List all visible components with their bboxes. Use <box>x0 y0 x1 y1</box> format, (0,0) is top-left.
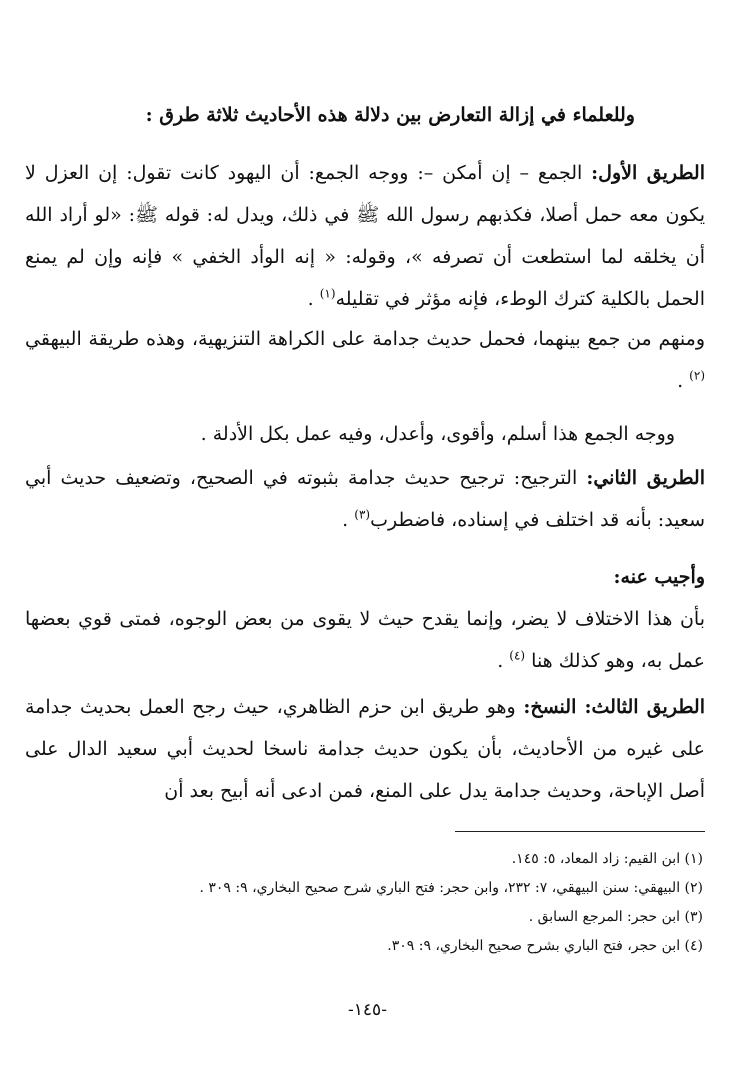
paragraph-response <box>25 598 705 682</box>
footnote-ref-3[interactable]: (٣) <box>354 507 371 522</box>
first-method-tail: . <box>307 288 320 310</box>
paragraph-third-method <box>25 686 705 812</box>
assessment-text: ووجه الجمع هذا أسلم، وأقوى، وأعدل، وفيه عمل بكل الأدلة . <box>200 423 675 445</box>
second-method-label: الطريق الثاني: <box>586 467 705 489</box>
third-method-text: وهو طريق ابن حزم الظاهري، حيث رجح العمل بحديث جدامة على غيره من الأحاديث، بأن يكون حديث جدامة ناسخا لحديث أبي سعيد الدال على أصل الإباحة، وحديث جدامة يدل على المنع، فمن ادعى أنه أبيح بعد أن <box>25 696 705 802</box>
response-label: وأجيب عنه: <box>613 566 705 588</box>
footnote-item: (١) ابن القيم: زاد المعاد، ٥: ١٤٥. <box>511 851 703 867</box>
page-number: -١٤٥- <box>348 1000 387 1020</box>
third-method-label: الطريق الثالث: النسخ: <box>523 696 705 718</box>
paragraph-response-label <box>25 556 705 598</box>
footnote-item: (٣) ابن حجر: المرجع السابق . <box>528 909 703 925</box>
footnotes-list <box>83 845 703 961</box>
paragraph-reconciliation <box>25 318 705 402</box>
section-heading: وللعلماء في إزالة التعارض بين دلالة هذه الأحاديث ثلاثة طرق : <box>145 104 635 126</box>
first-method-label: الطريق الأول: <box>591 162 705 184</box>
reconciliation-text: ومنهم من جمع بينهما، فحمل حديث جدامة على الكراهة التنزيهية، وهذه طريقة البيهقي <box>25 328 705 350</box>
paragraph-assessment <box>35 413 675 455</box>
footnote-divider <box>455 831 705 832</box>
second-method-text: الترجيح: ترجيح حديث جدامة بثبوته في الصحيح، وتضعيف حديث أبي سعيد: بأنه قد اختلف في إسناده، فاضطرب <box>25 467 705 531</box>
reconciliation-tail: . <box>677 370 690 392</box>
second-method-tail: . <box>342 509 355 531</box>
first-method-text: الجمع – إن أمكن –: ووجه الجمع: أن اليهود كانت تقول: إن العزل لا يكون معه حمل أصلا، فكذبهم رسول الله ﷺ في ذلك، ويدل له: قوله ﷺ: «لو أراد الله أن يخلقه لما استطعت أن تصرفه »، وقوله: « إنه الوأد الخفي » فإنه وإن لم يمنع الحمل بالكلية كترك الوطء، فإنه مؤثر في تقليله <box>25 162 705 310</box>
paragraph-first-method <box>25 152 705 320</box>
response-text: بأن هذا الاختلاف لا يضر، وإنما يقدح حيث لا يقوى من بعض الوجوه، فمتى قوي بعضها عمل به، وهو كذلك هنا <box>25 608 705 672</box>
response-tail: . <box>497 650 510 672</box>
footnote-ref-4[interactable]: (٤) <box>509 648 526 663</box>
paragraph-second-method <box>25 457 705 541</box>
footnote-item: (٤) ابن حجر، فتح الباري بشرح صحيح البخاري، ٩: ٣٠٩. <box>387 938 703 954</box>
footnote-ref-1[interactable]: (١) <box>319 286 336 301</box>
footnote-item: (٢) البيهقي: سنن البيهقي، ٧: ٢٣٢، وابن حجر: فتح الباري شرح صحيح البخاري، ٩: ٣٠٩ . <box>199 880 703 896</box>
footnote-ref-2[interactable]: (٢) <box>689 368 705 383</box>
